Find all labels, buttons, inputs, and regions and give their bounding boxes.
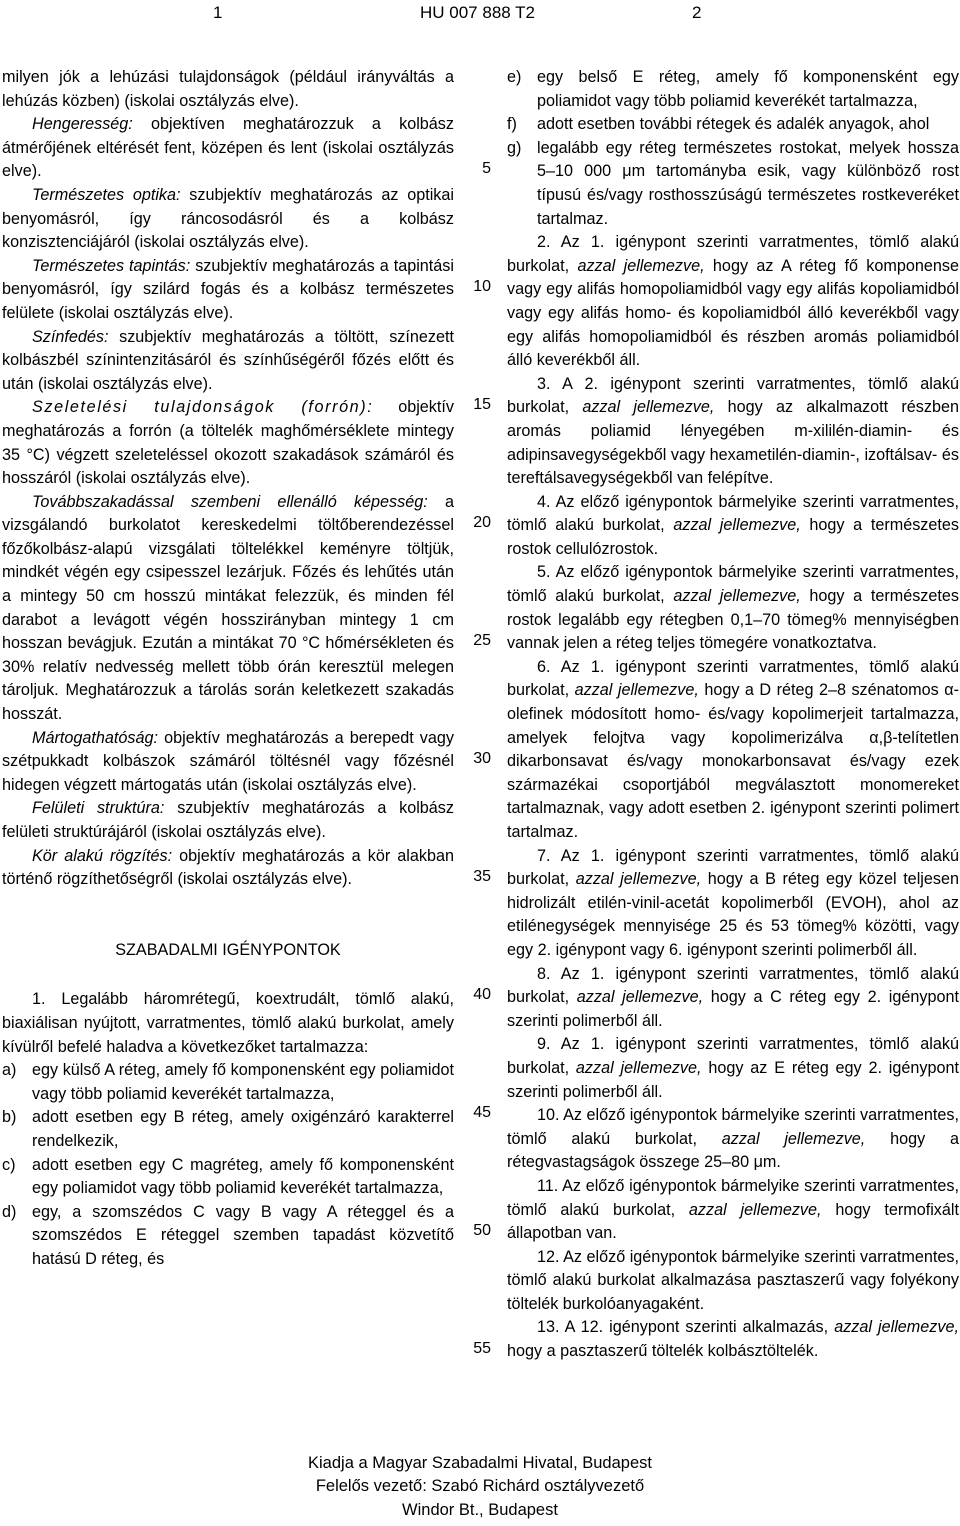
paragraph (2, 727, 454, 798)
claim-text: hogy a természetes rostok cellulózrostok. (507, 516, 959, 558)
claim-7 (507, 845, 959, 963)
claim-4 (507, 491, 959, 562)
claim-13 (507, 1316, 959, 1363)
editor-line: Felelős vezető: Szabó Richárd osztályvezető (315, 1477, 645, 1496)
claim-text: 13. A 12. igénypont szerinti alkalmazás, (537, 1318, 835, 1337)
claim-text: 8. Az 1. igénypont szerinti varratmentes, tömlő alakú burkolat, (507, 964, 959, 1007)
claim-text: hogy termofixált állapotban van. (507, 1200, 959, 1243)
line-number: 50 (473, 1222, 491, 1239)
line-number: 55 (473, 1340, 491, 1357)
claim-3 (507, 373, 959, 491)
list-marker: a) (2, 1061, 17, 1080)
claim-text: hogy az E réteg egy 2. igénypont szerinti polimerből áll. (507, 1058, 959, 1101)
term-label: Természetes optika: (32, 185, 181, 204)
page-number-left: 1 (213, 3, 223, 22)
claim-text: 10. Az előző igénypontok bármelyike szerinti varratmentes, tömlő alakú burkolat, (507, 1106, 959, 1148)
term-label: Továbbszakadással szembeni ellenálló képesség: (32, 492, 428, 511)
line-number: 15 (473, 396, 491, 413)
line-number: 40 (473, 986, 491, 1003)
list-marker: c) (2, 1155, 16, 1174)
list-item (507, 113, 959, 137)
claim-emphasis: azzal jellemezve, (582, 398, 715, 417)
claim-emphasis: azzal jellemezve, (834, 1318, 959, 1337)
claim-emphasis: azzal jellemezve, (575, 870, 702, 889)
term-text: objektív meghatározás a berepedt vagy szétpukkadt kolbászok számáról töltésnél vagy főzésnél hidegen végzett mártogatás után (iskolai osztályzás elve). (2, 728, 454, 794)
term-label: Színfedés: (32, 327, 109, 346)
page-number-right: 2 (692, 3, 702, 22)
line-number: 35 (473, 868, 491, 885)
list-item (2, 1106, 454, 1153)
line-number: 25 (473, 632, 491, 649)
list-text: adott esetben további rétegek és adalék anyagok, ahol (537, 115, 930, 134)
claim-text: hogy a B réteg egy közel teljesen hidrolizált etilén-vinil-acetát kopolimerből (EVOH), ahol az etilénegységek mennyisége 25 és 53 tömeg% közötti, vagy egy 2. igénypont vagy 6. igénypont szerinti polimerből áll. (507, 870, 959, 959)
claim-6 (507, 656, 959, 845)
claim-emphasis: azzal jellemezve, (673, 587, 801, 606)
term-label: Hengeresség: (32, 115, 133, 134)
right-column (507, 66, 959, 1364)
claim-8 (507, 963, 959, 1034)
line-number: 30 (473, 750, 491, 767)
term-label: Szeletelési tulajdonságok (forrón): (32, 398, 374, 417)
list-text: egy külső A réteg, amely fő komponensként egy poliamidot vagy több poliamid keverékét tartalmazza, (32, 1061, 454, 1103)
list-item (507, 66, 959, 113)
publisher-line: Kiadja a Magyar Szabadalmi Hivatal, Budapest (308, 1454, 652, 1472)
claim-emphasis: azzal jellemezve, (577, 256, 705, 275)
claim-text: hogy a rétegvastagságok összege 25–80 μm. (507, 1129, 959, 1172)
term-text: objektív meghatározás a forrón (a töltelék maghőmérséklete mintegy 35 °C) végzett szeleteléssel okozott szakadások számáról és hosszáról (iskolai osztályzás elve). (2, 398, 454, 488)
claim-text: 3. A 2. igénypont szerinti varratmentes, tömlő alakú burkolat, (507, 374, 959, 417)
list-text: egy, a szomszédos C vagy B vagy A réteggel és a szomszédos E réteggel szemben tapadást közvetítő hatású D réteg, és (32, 1202, 454, 1268)
claim-text: hogy az alkalmazott részben aromás poliamid lényegében m-xililén-diamin- és adipinsavegységekből vagy hexametilén-diamin-, izoftálsav- és tereftálsavegységekből van felépítve. (507, 398, 959, 488)
list-marker: f) (507, 115, 517, 134)
claim-text: hogy az A réteg fő komponense vagy egy alifás homopoliamidból vagy egy alifás kopoliamidból vagy egy alifás homo- és kopoliamidból álló keverékből vagy egy alifás homopoliamidból és részben aromás poliamidból álló keverékből áll. (507, 256, 960, 370)
claim-emphasis: azzal jellemezve, (576, 988, 704, 1007)
list-text: adott esetben egy C magréteg, amely fő komponensként egy poliamidot vagy több poliamid keverékét tartalmazza, (32, 1155, 454, 1198)
list-marker: d) (2, 1202, 17, 1221)
paragraph (2, 326, 454, 397)
list-item (2, 1059, 454, 1106)
claim-text: 9. Az 1. igénypont szerinti varratmentes, tömlő alakú burkolat, (507, 1035, 959, 1077)
claims-title: SZABADALMI IGÉNYPONTOK (115, 940, 341, 959)
claim-emphasis: azzal jellemezve, (721, 1129, 866, 1148)
claim-text: 6. Az 1. igénypont szerinti varratmentes, tömlő alakú burkolat, (507, 657, 959, 700)
claim-2 (507, 231, 959, 373)
term-label: Felületi struktúra: (32, 799, 165, 818)
line-number: 45 (473, 1104, 491, 1121)
document-id: HU 007 888 T2 (420, 3, 535, 22)
list-marker: e) (507, 68, 522, 86)
paragraph (2, 396, 454, 490)
claim-text: 7. Az 1. igénypont szerinti varratmentes, tömlő alakú burkolat, (507, 846, 959, 889)
term-label: Kör alakú rögzítés: (32, 846, 173, 865)
list-marker: b) (2, 1108, 17, 1127)
claim-emphasis: azzal jellemezve, (673, 516, 801, 535)
term-text: szubjektív meghatározás a tapintási benyomásról, így szilárd fogás és a kolbász természetes felülete (iskolai osztályzás elve). (2, 256, 454, 322)
claim-10 (507, 1104, 959, 1175)
claim-5 (507, 561, 959, 655)
left-column (2, 66, 454, 1272)
claim-text: 11. Az előző igénypontok bármelyike szerinti varratmentes, tömlő alakú burkolat, (507, 1176, 959, 1219)
claim-1: 1. Legalább háromrétegű, koextrudált, tömlő alakú, biaxiálisan nyújtott, varratmentes, tömlő alakú burkolat, amely kívülről befelé haladva a következőket tartalmazza: (2, 990, 454, 1056)
claim-11 (507, 1175, 959, 1246)
claim-emphasis: azzal jellemezve, (575, 1058, 702, 1077)
paragraph (2, 845, 454, 892)
term-text: szubjektív meghatározás a töltött, színezett kolbászbél színintenzitásáról és színhűségéről főzés előtt és után (iskolai osztályzás elve). (2, 327, 454, 393)
paragraph (2, 184, 454, 255)
term-text: szubjektív meghatározás az optikai benyomásról, így ráncosodásról és a kolbász konzisztenciájáról (iskolai osztályzás elve). (2, 185, 454, 252)
paragraph (2, 113, 454, 184)
list-item (507, 137, 959, 231)
colophon (0, 1452, 960, 1522)
claim-text: hogy a természetes rostok legalább egy rétegben 0,1–70 tömeg% mennyiségben vannak jelen a réteg teljes tömegére vonatkoztatva. (507, 587, 959, 653)
term-text: a vizsgálandó burkolatot kereskedelmi töltőberendezéssel főzőkolbász-alapú vizsgálati töltelékkel keményre töltjük, mindkét végén egy csipesszel lezárjuk. Főzés és lehűtés után a mintegy 50 cm hosszú mintákat felezzük, és minden fél darabot a levágott végén hosszirányban mintegy 1 cm hosszan bevágjuk. Ezután a mintákat 70 °C hőmérsékleten és 30% relatív nedvesség mellett több órán keresztül melegen tároljuk. Meghatározzuk a tárolás során keletkezett szakadás hosszát. (2, 492, 454, 724)
printer-line: Windor Bt., Budapest (402, 1500, 558, 1519)
line-number: 20 (473, 514, 491, 531)
paragraph: milyen jók a lehúzási tulajdonságok (például irányváltás a lehúzás közben) (iskolai osztályzás elve). (2, 68, 454, 110)
list-text: egy belső E réteg, amely fő komponensként egy poliamidot vagy több poliamid keverékét tartalmazza, (537, 68, 959, 110)
claim-text: hogy a D réteg 2–8 szénatomos α-olefinek módosított homo- és/vagy kopolimerjeit tartalmazza, amelyek felojtva vagy kopolimerizálva α,β-telítetlen dikarbonsavat és/vagy monokarbonsavat és/vagy ezek származékai csoportjából megválasztott monomereket tartalmaznak, vagy adott esetben 2. igénypont szerinti polimert tartalmaz. (507, 681, 959, 841)
paragraph (2, 255, 454, 326)
list-item (2, 1201, 454, 1272)
term-text: objektív meghatározás a kör alakban történő rögzíthetőségről (iskolai osztályzás elve). (2, 846, 455, 889)
claim-text: 2. Az 1. igénypont szerinti varratmentes, tömlő alakú burkolat, (507, 233, 959, 275)
paragraph (2, 491, 454, 727)
term-text: objektíven meghatározzuk a kolbász átmérőjének eltérését fent, középen és lent (iskolai osztályzás elve). (2, 115, 454, 181)
list-text: legalább egy réteg természetes rostokat, melyek hossza 5–10 000 μm tartományba esik, vagy különböző rost típusú és/vagy rosthosszúságú természetes rostkeveréket tartalmaz. (537, 138, 959, 228)
line-number: 10 (473, 278, 491, 295)
claim-emphasis: azzal jellemezve, (574, 681, 699, 700)
list-marker: g) (507, 138, 522, 157)
claim-text: 4. Az előző igénypontok bármelyike szerinti varratmentes, tömlő alakú burkolat, (507, 492, 959, 535)
term-text: szubjektív meghatározás a kolbász felületi struktúrájáról (iskolai osztályzás elve). (2, 799, 454, 841)
paragraph (2, 797, 454, 844)
claim-text: 5. Az előző igénypontok bármelyike szerinti varratmentes, tömlő alakú burkolat, (507, 563, 959, 606)
term-label: Mártogathatóság: (32, 728, 158, 747)
claim-text: hogy a C réteg egy 2. igénypont szerinti polimerből áll. (507, 988, 959, 1030)
claim-9 (507, 1033, 959, 1104)
claim-text: hogy a pasztaszerű töltelék kolbásztöltelék. (507, 1342, 819, 1361)
claim-emphasis: azzal jellemezve, (688, 1200, 822, 1219)
claim-12: 12. Az előző igénypontok bármelyike szerinti varratmentes, tömlő alakú burkolat alkalmazása pasztaszerű vagy folyékony töltelék burkolóanyagaként. (507, 1247, 959, 1313)
line-number: 5 (482, 160, 491, 177)
list-item (2, 1154, 454, 1201)
list-text: adott esetben egy B réteg, amely oxigénzáró karakterrel rendelkezik, (32, 1108, 454, 1150)
term-label: Természetes tapintás: (32, 256, 191, 275)
